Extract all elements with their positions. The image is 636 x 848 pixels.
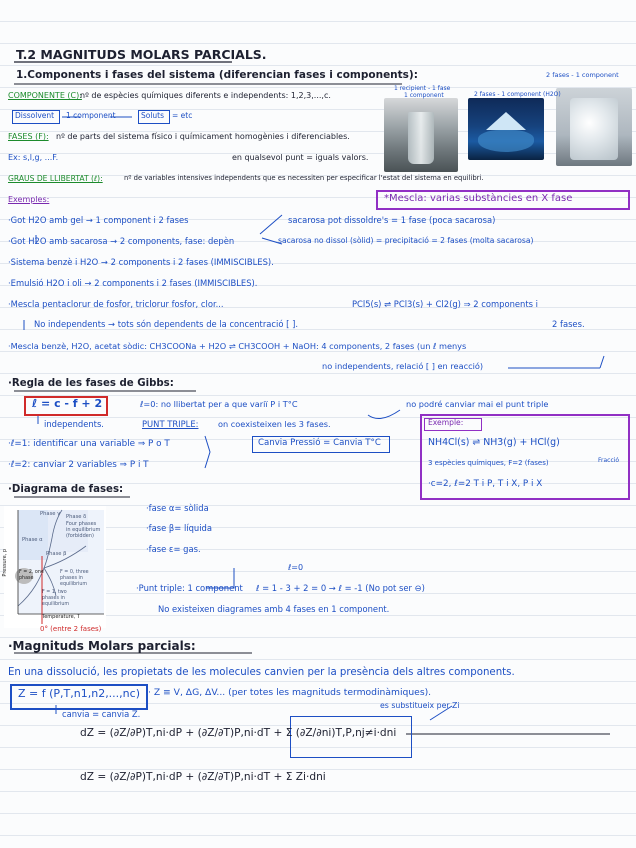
section-heading-components: 1.Components i fases del sistema (diferencian fases i components):	[16, 69, 418, 81]
section-heading-diagrama: ·Diagrama de fases:	[8, 484, 124, 495]
punt-triple-l0: ℓ=0	[288, 563, 304, 572]
diagram-note: 0° (entre 2 fases)	[40, 625, 102, 633]
fase-solida: ·fase α= sòlida	[146, 503, 209, 513]
ice-glass-photo	[556, 88, 632, 166]
example-especies: 3 espècies químiques, F=2 (fases)	[428, 459, 549, 467]
label-f1c: equilibrium	[42, 602, 70, 607]
glass-water-photo	[384, 98, 458, 172]
equation-dz-2: dZ = (∂Z/∂P)T,ni·dP + (∂Z/∂T)P,ni·dT + Σ Zi·dni	[80, 771, 326, 783]
l2-text: ·ℓ=2: canviar 2 variables ⇒ P i T	[8, 460, 149, 470]
label-f1b: phases in	[42, 596, 65, 601]
punt-triple-equation: ℓ = 1 - 3 + 2 = 0 → ℓ = -1 (No pot ser ⊖)	[256, 583, 425, 593]
label-phase-gamma: Phase γ	[40, 511, 61, 517]
equation-pcl5: PCl5(s) ⇌ PCl3(s) + Cl2(g) ⇒ 2 components i	[352, 299, 539, 309]
label-exemple: Exemple:	[428, 418, 464, 427]
label-independents: independents.	[44, 419, 104, 429]
example-acetat-sodic: ·Mescla benzè, H2O, acetat sòdic: CH3COONa + H2O ⇌ CH3COOH + NaOH: 4 components, 2 fases (un ℓ menys	[8, 341, 467, 351]
diagram-x-label: Temperature, T	[42, 614, 80, 620]
label-dissolvent: Dissolvent	[15, 111, 55, 120]
l1-text: ·ℓ=1: identificar una variable ⇒ P o T	[8, 439, 170, 449]
label-f0: F = 0, three	[60, 570, 89, 575]
graus-definition: nº de variables intensives independents que es necessiten per especificar l'estat del sistema en equilibri.	[124, 174, 484, 182]
label-componente: COMPONENTE (C):	[8, 91, 82, 100]
example-benze-h2o: ·Sistema benzè i H2O → 2 components i 2 fases (IMMISCIBLES).	[8, 257, 274, 267]
label-phase-alpha: Phase α	[22, 537, 43, 543]
annotation-fases-components: 2 fases - 1 component	[546, 71, 619, 79]
componente-definition: nº de espècies químiques diferents e independents: 1,2,3,...,c.	[80, 91, 331, 100]
label-f1: F = 1, two	[42, 590, 67, 595]
label-four-phases-2: in equilibrium	[66, 527, 101, 533]
fases-definition: nº de parts del sistema físico i químicament homogènies i diferenciables.	[56, 132, 350, 141]
label-exemples: Exemples:	[8, 195, 50, 204]
iguals-valors: en qualsevol punt = iguals valors.	[232, 153, 369, 162]
photo2-caption: 2 fases - 1 component (H2O)	[474, 91, 561, 98]
label-four-phases: Four phases	[66, 521, 97, 527]
label-f0c: equilibrium	[60, 582, 88, 587]
example-sacarosa-precipita: sacarosa no dissol (sòlid) = precipitació = 2 fases (molta sacarosa)	[278, 236, 534, 245]
label-graus-llibertat: GRAUS DE LLIBERTAT (ℓ):	[8, 174, 103, 183]
iceberg-photo	[468, 98, 544, 160]
label-f2b: phase	[19, 576, 34, 581]
label-fraccio: Fracció	[598, 457, 620, 464]
example-no-independents-2: no independents, relació [ ] en reacció)	[322, 361, 484, 371]
label-f0b: phases in	[60, 576, 83, 581]
label-fases: FASES (F):	[8, 132, 49, 141]
equation-dz-1: dZ = (∂Z/∂P)T,ni·dP + (∂Z/∂T)P,ni·dT + Σ (∂Z/∂ni)T,P,nj≠i·dni	[80, 727, 397, 739]
punt-triple-component: ·Punt triple: 1 component	[136, 583, 243, 593]
diagram-y-label: Pressure, p	[2, 548, 9, 577]
example-got-sacarosa: ·Got H2O amb sacarosa → 2 components, fase: depèn	[8, 236, 235, 246]
no-4-fases: No existeixen diagrames amb 4 fases en 1 component.	[158, 604, 390, 614]
phase-diagram	[4, 506, 106, 628]
canvia-pressio: Canvia Pressió = Canvia T°C	[258, 438, 381, 448]
magnituds-intro: En una dissolució, les propietats de les molecules canvien per la presència dels altres components.	[8, 667, 515, 678]
example-2-fases: 2 fases.	[552, 319, 585, 329]
l0-text: ℓ=0: no llibertat per a que variï P i T°C	[140, 399, 298, 409]
fases-example: Ex: s,l,g, ...F.	[8, 153, 59, 162]
fase-liquida: ·fase β= líquida	[146, 523, 212, 533]
example-c2-l2: ·c=2, ℓ=2 T i P, T i X, P i X	[428, 479, 543, 489]
punt-triple-definition: on coexisteixen les 3 fases.	[218, 419, 331, 429]
fase-gas: ·fase ε= gas.	[146, 544, 201, 554]
l0-triple-note: no podré canviar mai el punt triple	[406, 399, 549, 409]
mescla-definition: *Mescla: varias substàncies en X fase	[384, 193, 573, 204]
photo1-caption: 1 recipient - 1 fase	[394, 85, 451, 92]
label-one-component: 1 component	[66, 111, 116, 120]
example-sacarosa-dissol: sacarosa pot dissoldre's = 1 fase (poca sacarosa)	[288, 215, 496, 225]
example-mescla-fosfor: ·Mescla pentaclorur de fosfor, triclorur fosfor, clor...	[8, 299, 224, 309]
z-magnituds: · Z ≡ V, ΔG, ΔV... (per totes les magnituds termodinàmiques).	[148, 687, 432, 698]
label-f2: F = 2, one	[19, 570, 44, 575]
example-emulsio: ·Emulsió H2O i oli → 2 components i 2 fases (IMMISCIBLES).	[8, 278, 258, 288]
section-heading-gibbs: ·Regla de les fases de Gibbs:	[8, 378, 174, 389]
label-phase-delta: Phase δ	[66, 514, 87, 520]
z-function: Z = f (P,T,n1,n2,...,nc)	[18, 687, 140, 700]
section-heading-magnituds: ·Magnituds Molars parcials:	[8, 639, 196, 653]
gibbs-formula: ℓ = c - f + 2	[32, 397, 103, 410]
label-phase-beta: Phase β	[46, 551, 67, 557]
label-etc: = etc	[172, 111, 193, 120]
canvia-z: canvia = canvia Z.	[62, 709, 141, 719]
label-punt-triple: PUNT TRIPLE:	[142, 419, 199, 429]
label-soluts: Soluts	[141, 111, 165, 120]
example-nh4cl-equation: NH4Cl(s) ⇌ NH3(g) + HCl(g)	[428, 437, 560, 448]
substitueix-note: es substitueix per Zi	[380, 701, 460, 710]
photo1-caption-b: 1 component	[404, 92, 444, 99]
example-got-gel: ·Got H2O amb gel → 1 component i 2 fases	[8, 215, 189, 225]
example-no-independents: No independents → tots són dependents de la concentració [ ].	[34, 319, 298, 329]
label-forbidden: (forbidden)	[66, 533, 94, 539]
page-title: T.2 MAGNITUDS MOLARS PARCIALS.	[16, 47, 267, 62]
